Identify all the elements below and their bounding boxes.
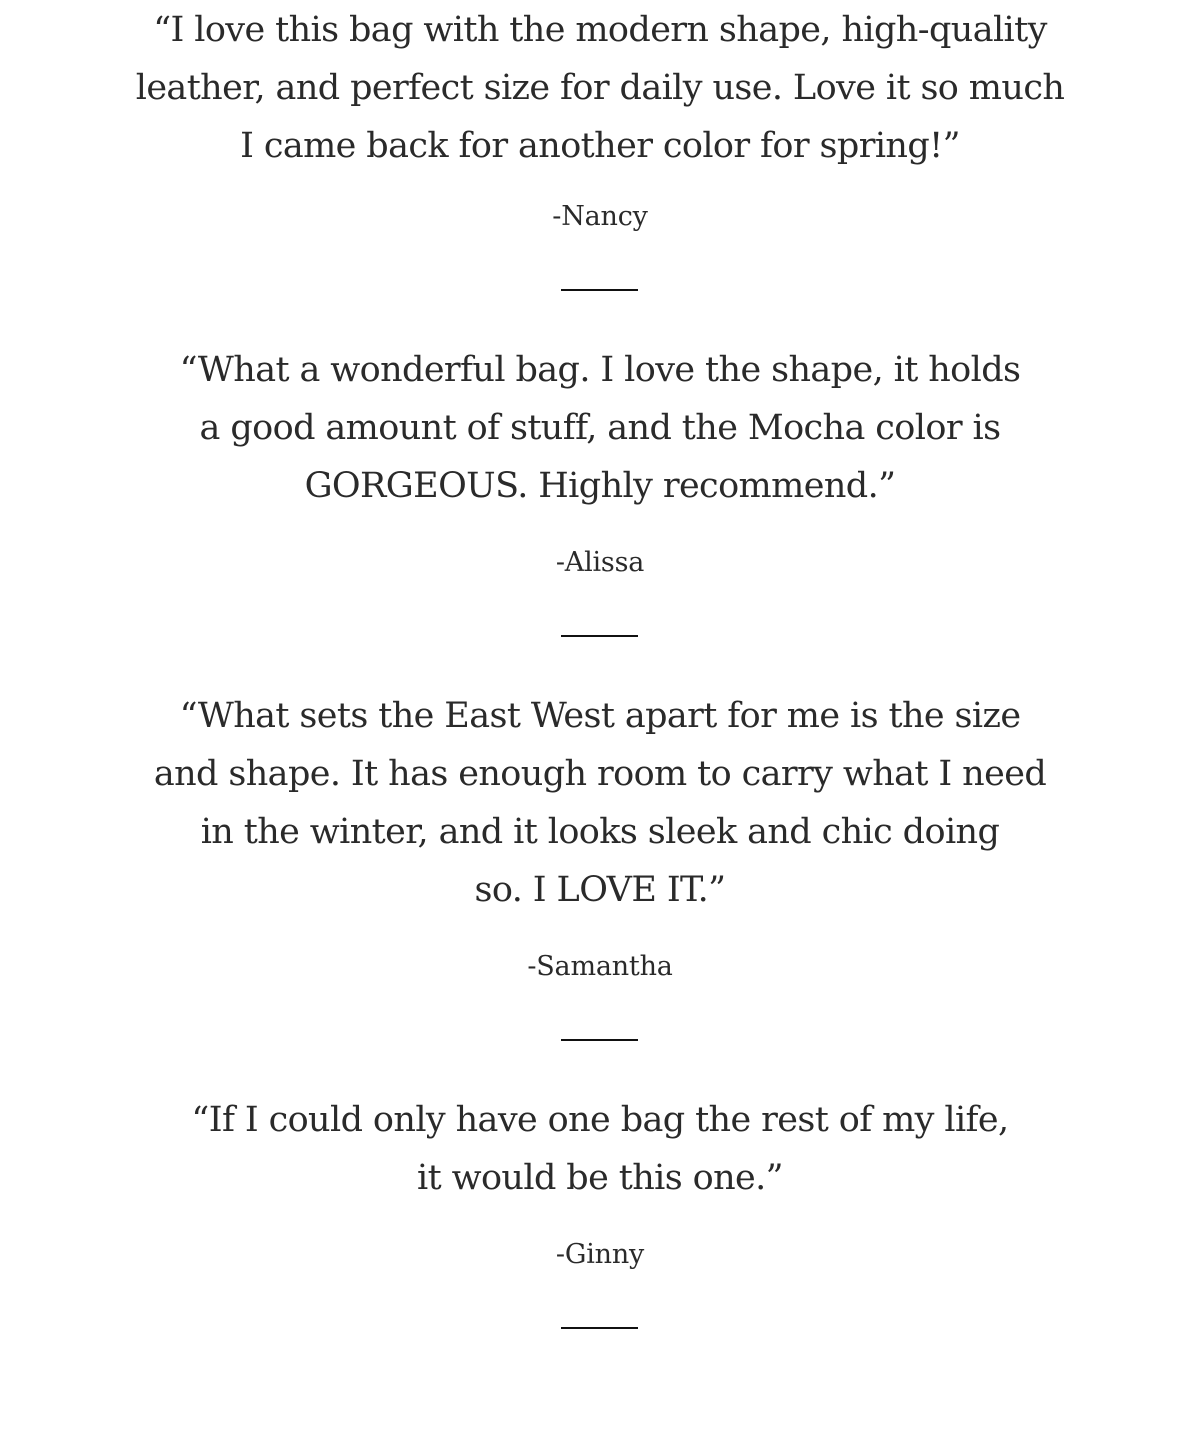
- testimonial-quote: [0, 1091, 1200, 1207]
- quote-line: leather, and perfect size for daily use. Love it so much: [135, 68, 1065, 108]
- quote-line: so. I LOVE IT.”: [474, 870, 726, 910]
- quote-line: I came back for another color for spring!”: [240, 126, 960, 166]
- divider: [561, 1039, 638, 1041]
- quote-line: in the winter, and it looks sleek and chic doing: [200, 812, 1000, 852]
- divider: [561, 289, 638, 291]
- testimonial-quote: [0, 341, 1200, 515]
- testimonial-author: -Nancy: [552, 201, 648, 232]
- quote-line: “If I could only have one bag the rest of my life,: [191, 1100, 1009, 1140]
- quote-line: “I love this bag with the modern shape, high-quality: [153, 10, 1047, 50]
- testimonial-quote: [0, 1, 1200, 175]
- divider: [561, 1327, 638, 1329]
- divider: [561, 635, 638, 637]
- testimonial-author: -Alissa: [555, 547, 645, 578]
- quote-line: a good amount of stuff, and the Mocha color is: [199, 408, 1001, 448]
- quote-line: “What a wonderful bag. I love the shape, it holds: [179, 350, 1021, 390]
- testimonial-author: -Ginny: [555, 1239, 645, 1270]
- testimonial-author: -Samantha: [527, 951, 673, 982]
- quote-line: it would be this one.”: [417, 1158, 783, 1198]
- quote-line: GORGEOUS. Highly recommend.”: [304, 466, 896, 506]
- testimonial-quote: [0, 687, 1200, 919]
- quote-line: and shape. It has enough room to carry what I need: [153, 754, 1047, 794]
- quote-line: “What sets the East West apart for me is the size: [179, 696, 1021, 736]
